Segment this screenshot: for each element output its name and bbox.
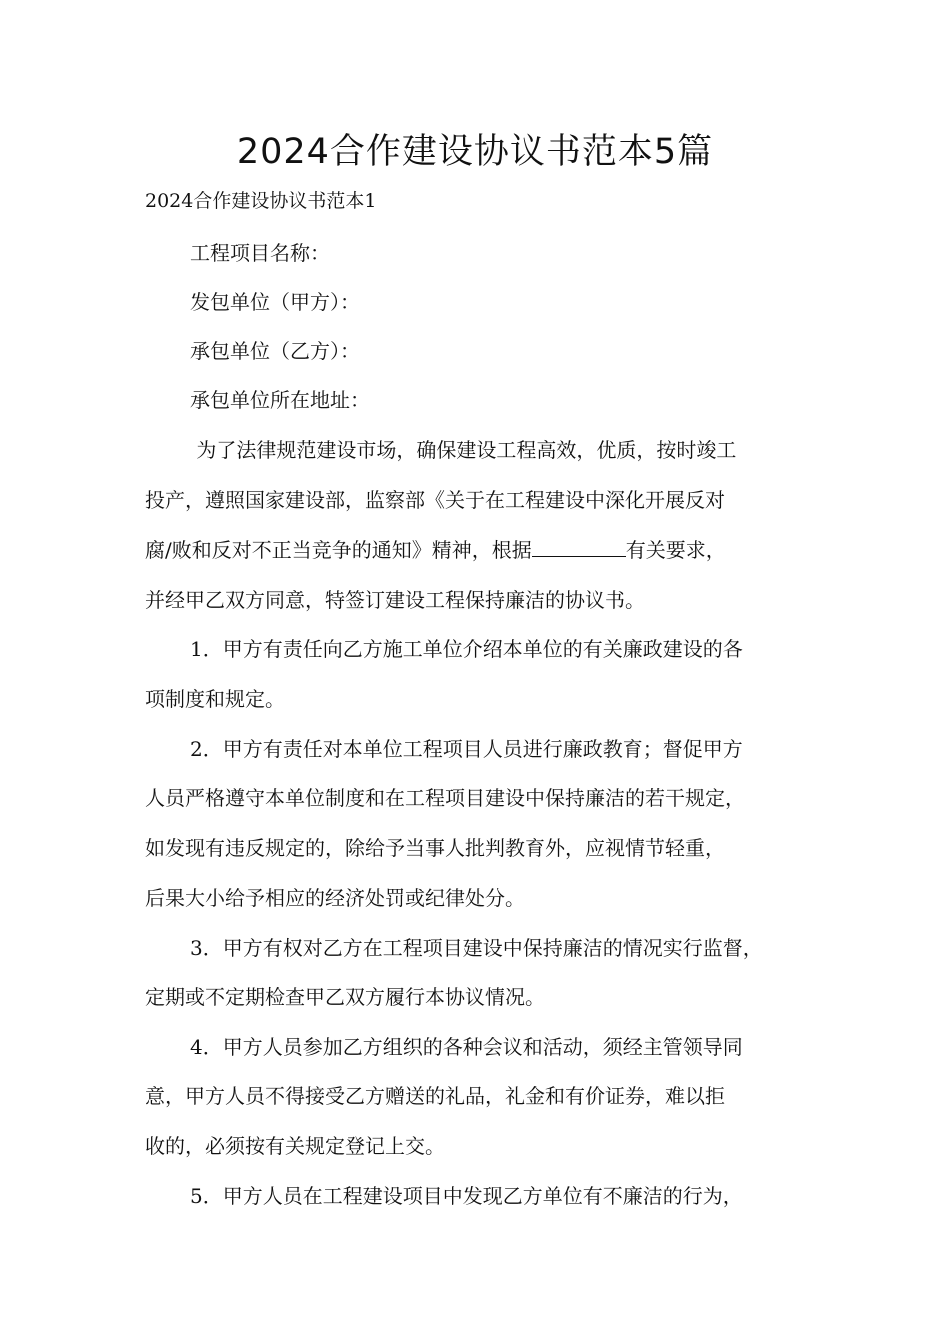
clause-2-line: 如发现有违反规定的，除给予当事人批判教育外，应视情节轻重， [145,836,725,860]
document-subtitle: 2024合作建设协议书范本1 [145,190,377,212]
field-party-a: 发包单位（甲方）： [190,290,360,314]
field-project-name: 工程项目名称： [190,241,330,265]
intro-line: 投产，遵照国家建设部，监察部《关于在工程建设中深化开展反对 [145,488,725,512]
clause-3-line: 3．甲方有权对乙方在工程项目建设中保持廉洁的情况实行监督， [190,936,763,960]
document-title: 2024合作建设协议书范本5篇 [236,132,714,172]
clause-4-line: 意，甲方人员不得接受乙方赠送的礼品，礼金和有价证券，难以拒 [145,1084,725,1108]
clause-1-line: 1．甲方有责任向乙方施工单位介绍本单位的有关廉政建设的各 [190,637,743,661]
clause-4-line: 收的，必须按有关规定登记上交。 [145,1134,445,1158]
intro-text: 有关要求， [625,538,726,562]
clause-3-line: 定期或不定期检查甲乙双方履行本协议情况。 [145,985,545,1009]
intro-line: 并经甲乙双方同意，特签订建设工程保持廉洁的协议书。 [145,588,645,612]
intro-line-with-blank [145,535,726,565]
clause-4-line: 4．甲方人员参加乙方组织的各种会议和活动，须经主管领导同 [190,1035,743,1059]
field-party-b: 承包单位（乙方）： [190,339,360,363]
clause-1-line: 项制度和规定。 [145,687,285,711]
field-party-b-address: 承包单位所在地址： [190,388,370,412]
clause-2-line: 人员严格遵守本单位制度和在工程项目建设中保持廉洁的若干规定， [145,786,745,810]
clause-2-line: 2．甲方有责任对本单位工程项目人员进行廉政教育；督促甲方 [190,737,743,761]
clause-2-line: 后果大小给予相应的经济处罚或纪律处分。 [145,886,525,910]
clause-5-line: 5．甲方人员在工程建设项目中发现乙方单位有不廉洁的行为， [190,1184,743,1208]
fill-in-blank [532,536,626,557]
intro-line: 为了法律规范建设市场，确保建设工程高效，优质，按时竣工 [190,438,737,462]
intro-text: 腐/败和反对不正当竞争的通知》精神，根据 [145,538,532,562]
